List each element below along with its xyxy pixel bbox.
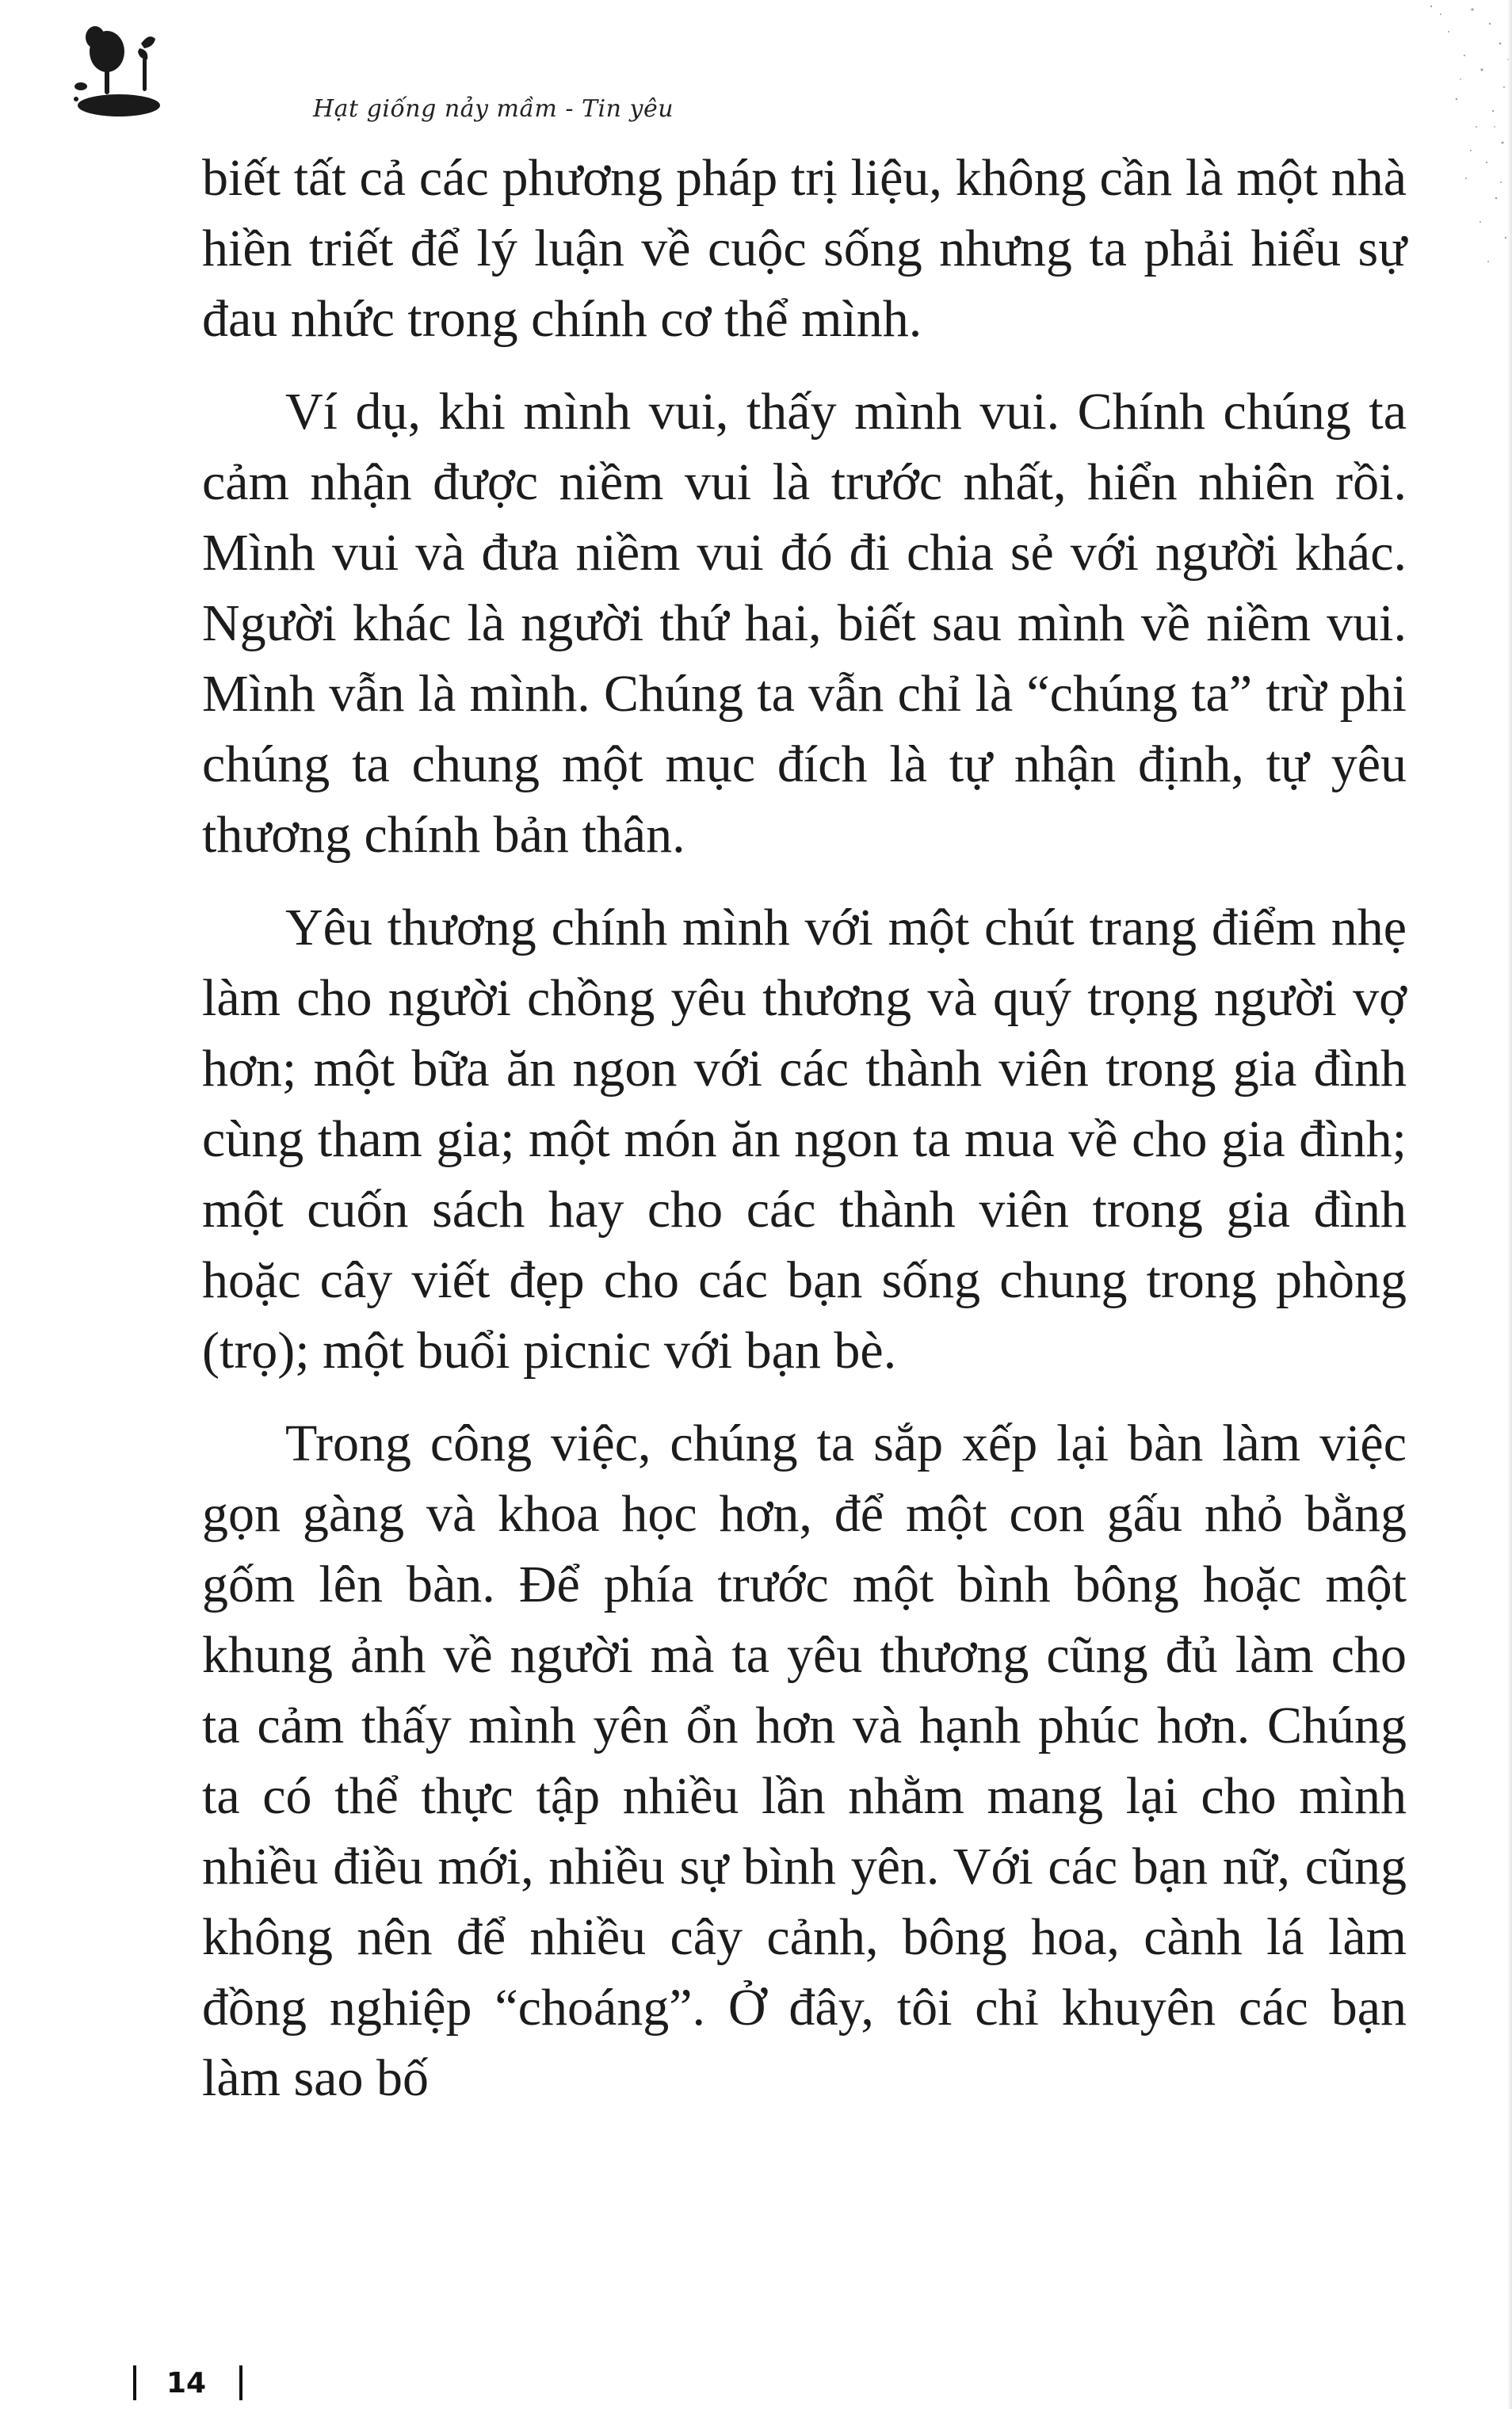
paragraph-4: Trong công việc, chúng ta sắp xếp lại bàn làm việc gọn gàng và khoa học hơn, để một con gấu nhỏ bằng gốm lên bàn. Để phía trước một bình bông hoặc một khung ảnh về người mà ta yêu thương cũng đủ làm cho ta cảm thấy mình yên ổn hơn và hạnh phúc hơn. Chúng ta có thể thực tập nhiều lần nhằm mang lại cho mình nhiều điều mới, nhiều sự bình yên. Với các bạn nữ, cũng không nên để nhiều cây cảnh, bông hoa, cành lá làm đồng nghiệp “choáng”. Ở đây, tôi chỉ khuyên các bạn làm sao bố (202, 1414, 1407, 2107)
footer-divider-left (133, 2365, 136, 2400)
paragraph-3: Yêu thương chính mình với một chút trang điểm nhẹ làm cho người chồng yêu thương và quý trọng người vợ hơn; một bữa ăn ngon với các thành viên trong gia đình cùng tham gia; một món ăn ngon ta mua về cho gia đình; một cuốn sách hay cho các thành viên trong gia đình hoặc cây viết đẹp cho các bạn sống chung trong phòng (trọ); một buổi picnic với bạn bè. (202, 899, 1407, 1380)
page-number: 14 (166, 2366, 207, 2399)
page-header (63, 16, 674, 127)
footer-divider-right (239, 2365, 242, 2400)
flower-sprout-logo-icon (63, 20, 166, 123)
page-edge-shadow (1507, 0, 1512, 2409)
page-footer (133, 2365, 242, 2400)
paragraph-1: biết tất cả các phương pháp trị liệu, không cần là một nhà hiền triết để lý luận về cuộc sống nhưng ta phải hiểu sự đau nhức trong chính cơ thể mình. (202, 149, 1407, 348)
paragraph-2: Ví dụ, khi mình vui, thấy mình vui. Chính chúng ta cảm nhận được niềm vui là trước nhất, hiển nhiên rồi. Mình vui và đưa niềm vui đó đi chia sẻ với người khác. Người khác là người thứ hai, biết sau mình về niềm vui. Mình vẫn là mình. Chúng ta vẫn chỉ là “chúng ta” trừ phi chúng ta chung một mục đích là tự nhận định, tự yêu thương chính bản thân. (202, 383, 1407, 864)
running-title: Hạt giống nảy mầm - Tin yêu (313, 95, 674, 123)
body-text (202, 143, 1407, 2136)
